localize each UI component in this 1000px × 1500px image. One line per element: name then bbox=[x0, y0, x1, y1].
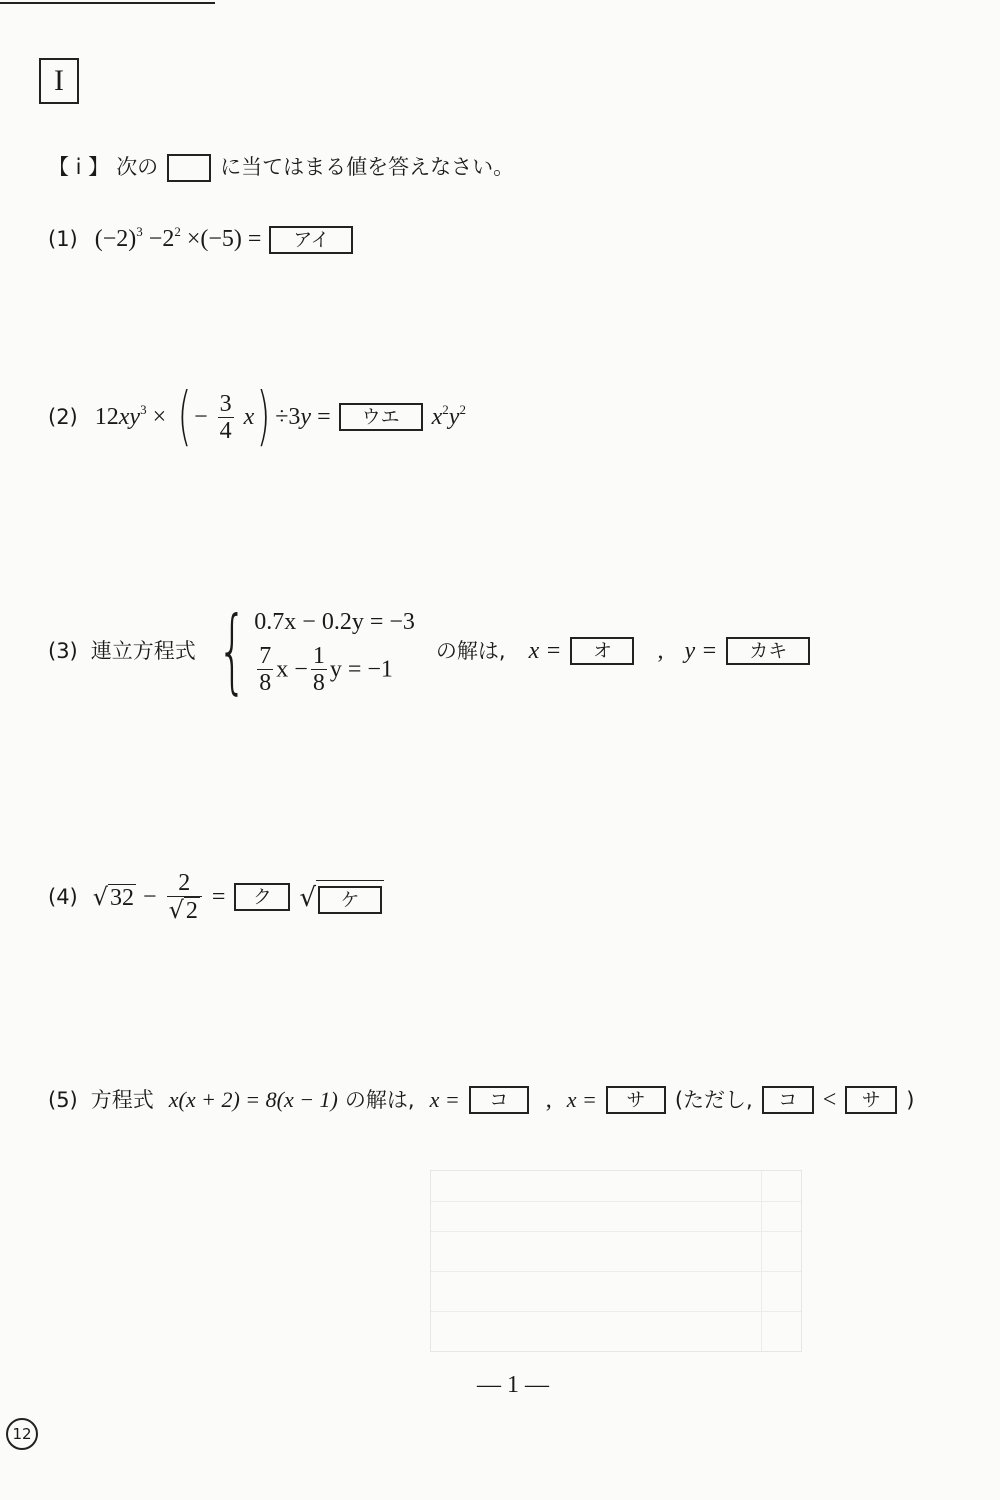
system-of-equations bbox=[203, 597, 415, 704]
problem-number: (4) bbox=[48, 885, 78, 909]
p4-frac-den bbox=[167, 897, 202, 924]
answer-box-example bbox=[167, 154, 211, 182]
p3-y-label: y = bbox=[684, 638, 718, 664]
p2-after-var: y bbox=[300, 404, 312, 430]
instruction-after: に当てはまる値を答えなさい。 bbox=[220, 155, 515, 179]
answer-box-sa: サ bbox=[606, 1086, 666, 1114]
instruction-before: 次の bbox=[116, 155, 159, 179]
p2-fraction bbox=[218, 391, 234, 444]
p5-solution-text: の解は, bbox=[344, 1088, 415, 1112]
p2-tail-var1: x bbox=[431, 404, 443, 430]
problem-3 bbox=[48, 597, 812, 704]
note-box-sa: サ bbox=[845, 1086, 897, 1114]
p2-tail-var2: y bbox=[448, 404, 460, 430]
p5-equation: x(x + 2) = 8(x − 1) bbox=[168, 1087, 338, 1112]
p4-sqrt-32 bbox=[93, 882, 136, 913]
problem-number: (5) bbox=[48, 1088, 78, 1112]
p2-frac-num: 3 bbox=[219, 390, 232, 417]
problem-number: (3) bbox=[48, 639, 78, 663]
p1-tail: ×(−5) = bbox=[186, 226, 262, 252]
p4-minus: − bbox=[143, 884, 157, 910]
p3-label: 連立方程式 bbox=[90, 639, 196, 663]
p1-exp1: 3 bbox=[136, 224, 143, 239]
radical-sign: √ bbox=[168, 896, 184, 924]
p3-frac1 bbox=[257, 643, 273, 696]
answer-box-ku: ク bbox=[234, 883, 290, 911]
p1-mid: −2 bbox=[148, 226, 175, 252]
p3-x-label: x = bbox=[528, 638, 562, 664]
problem-5 bbox=[48, 1085, 914, 1115]
p4-fraction bbox=[167, 870, 202, 924]
p4-frac-num: 2 bbox=[167, 870, 202, 897]
section-label: I bbox=[39, 58, 79, 104]
p4-eq: = bbox=[211, 884, 226, 910]
left-paren: ( bbox=[177, 380, 192, 454]
left-brace: { bbox=[217, 597, 247, 704]
bleed-through-table bbox=[430, 1170, 802, 1352]
p5-comma: , bbox=[545, 1087, 552, 1113]
problem-4 bbox=[48, 870, 384, 924]
p2-lead: 12 bbox=[94, 404, 119, 430]
p2-minus: − bbox=[194, 404, 208, 430]
p4-frac-den-radicand: 2 bbox=[185, 898, 198, 924]
instruction-prefix: 【 i 】 bbox=[48, 155, 110, 179]
top-rule bbox=[0, 2, 215, 4]
p3-eq2-mid: x − bbox=[276, 656, 308, 682]
radical-sign: √ bbox=[299, 882, 317, 913]
p5-note-close: ) bbox=[906, 1088, 915, 1112]
p5-x-label-1: x = bbox=[429, 1087, 460, 1112]
p1-base: (−2) bbox=[94, 226, 137, 252]
problem-number: (1) bbox=[48, 227, 78, 251]
problem-number: (2) bbox=[48, 405, 78, 429]
p4-radicand1: 32 bbox=[110, 884, 135, 911]
problem-1 bbox=[48, 224, 355, 255]
radical-sign: √ bbox=[92, 882, 109, 911]
p3-frac1-den: 8 bbox=[259, 669, 272, 696]
p2-tail-exp2: 2 bbox=[459, 402, 466, 417]
p2-after: ÷3 bbox=[275, 404, 301, 430]
answer-box-ko: コ bbox=[469, 1086, 529, 1114]
p2-frac-den: 4 bbox=[219, 417, 232, 444]
instruction-line bbox=[48, 152, 514, 183]
right-paren: ) bbox=[256, 380, 271, 454]
answer-box-o: オ bbox=[570, 637, 634, 665]
p3-frac2 bbox=[311, 643, 327, 696]
p3-frac1-num: 7 bbox=[259, 642, 272, 669]
p5-label: 方程式 bbox=[90, 1088, 154, 1112]
p2-lead-exp: 3 bbox=[140, 402, 147, 417]
p2-lead-var: xy bbox=[118, 404, 141, 430]
p3-eq2-tail: y = −1 bbox=[329, 656, 393, 682]
p5-note-open: (ただし, bbox=[674, 1088, 753, 1112]
answer-box-ke: ケ bbox=[318, 886, 382, 914]
p3-eq1: 0.7x − 0.2y = −3 bbox=[254, 608, 415, 635]
answer-box-ai: アイ bbox=[269, 226, 353, 254]
answer-box-kaki: カキ bbox=[726, 637, 810, 665]
p5-x-label-2: x = bbox=[566, 1087, 597, 1112]
p3-frac2-num: 1 bbox=[312, 642, 325, 669]
p2-frac-var: x bbox=[243, 404, 255, 430]
answer-box-ue: ウエ bbox=[339, 403, 423, 431]
circled-number: 12 bbox=[6, 1418, 38, 1450]
p3-solution-text: の解は, bbox=[435, 639, 506, 663]
note-box-ko: コ bbox=[762, 1086, 814, 1114]
p3-comma: , bbox=[657, 638, 664, 664]
p2-eq: = bbox=[317, 404, 331, 430]
p3-frac2-den: 8 bbox=[312, 669, 325, 696]
p2-tail-exp1: 2 bbox=[442, 402, 449, 417]
p1-exp2: 2 bbox=[174, 224, 181, 239]
problem-2 bbox=[48, 380, 466, 454]
page-number: — 1 — bbox=[477, 1372, 549, 1398]
p5-note-lt: < bbox=[822, 1087, 837, 1113]
p2-times: × bbox=[152, 404, 167, 430]
p4-sqrt-answer bbox=[299, 880, 384, 914]
